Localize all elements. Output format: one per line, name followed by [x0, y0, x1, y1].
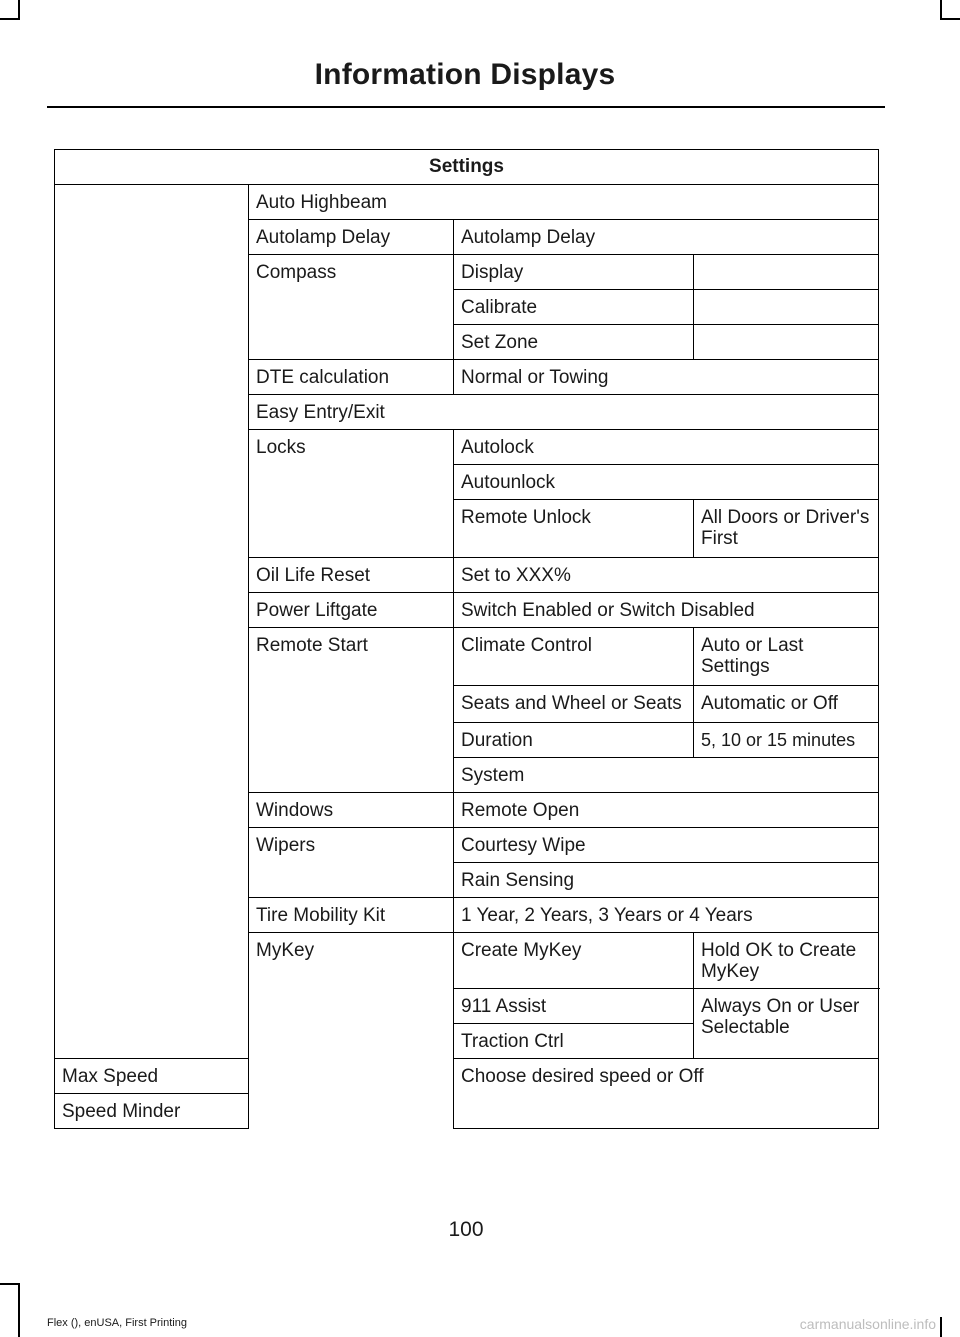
cell: Oil Life Reset: [249, 558, 454, 593]
cell: Compass: [249, 255, 454, 360]
category-cell-empty: [55, 185, 249, 1059]
cell: Remote Unlock: [454, 500, 694, 558]
cell: Locks: [249, 430, 454, 558]
table-row: [55, 185, 879, 220]
cell: Set Zone: [454, 325, 694, 360]
cell: Calibrate: [454, 290, 694, 325]
table-heading: Settings: [55, 150, 879, 185]
cell: Display: [454, 255, 694, 290]
cell: Seats and Wheel or Seats: [454, 686, 694, 723]
cell: Always On or User Selectable: [694, 989, 879, 1059]
cell: All Doors or Driver's First: [694, 500, 879, 558]
cell: Power Liftgate: [249, 593, 454, 628]
cell: Autolamp Delay: [454, 220, 879, 255]
cell: Traction Ctrl: [454, 1024, 694, 1059]
table-row: [55, 1059, 879, 1094]
cell: Max Speed: [55, 1059, 249, 1094]
cell: Switch Enabled or Switch Disabled: [454, 593, 879, 628]
cell: Rain Sensing: [454, 863, 879, 898]
crop-mark: [0, 1283, 20, 1285]
cell: Set to XXX%: [454, 558, 879, 593]
category-cell-mykey: MyKey: [249, 933, 454, 1129]
table-header-row: [55, 150, 879, 185]
cell: Duration: [454, 723, 694, 758]
page-number: 100: [448, 1218, 484, 1241]
cell: 5, 10 or 15 minutes: [694, 723, 879, 758]
page-title: Information Displays: [314, 58, 616, 91]
cell: DTE calculation: [249, 360, 454, 395]
cell: Autounlock: [454, 465, 879, 500]
cell: 1 Year, 2 Years, 3 Years or 4 Years: [454, 898, 879, 933]
cell: 911 Assist: [454, 989, 694, 1024]
crop-mark: [940, 0, 942, 20]
crop-mark: [940, 18, 960, 20]
cell-empty: [694, 290, 879, 325]
cell: Hold OK to Create MyKey: [694, 933, 879, 989]
cell: Autolamp Delay: [249, 220, 454, 255]
cell: Choose desired speed or Off: [454, 1059, 879, 1129]
crop-mark: [18, 0, 20, 20]
crop-mark: [0, 18, 20, 20]
cell: Speed Minder: [55, 1094, 249, 1129]
cell: Courtesy Wipe: [454, 828, 879, 863]
header-divider: [47, 106, 885, 108]
footer-note: Flex (), enUSA, First Printing: [47, 1317, 187, 1329]
cell: Automatic or Off: [694, 686, 879, 723]
cell: System: [454, 758, 879, 793]
cell: Remote Open: [454, 793, 879, 828]
cell-empty: [694, 325, 879, 360]
cell: Remote Start: [249, 628, 454, 793]
crop-mark: [18, 1283, 20, 1337]
cell: Wipers: [249, 828, 454, 898]
watermark: carmanualsonline.info: [799, 1316, 936, 1332]
cell: Easy Entry/Exit: [249, 395, 879, 430]
cell: Create MyKey: [454, 933, 694, 989]
cell: Auto or Last Settings: [694, 628, 879, 686]
cell: Auto Highbeam: [249, 185, 879, 220]
cell: Autolock: [454, 430, 879, 465]
cell: Tire Mobility Kit: [249, 898, 454, 933]
cell: Normal or Towing: [454, 360, 879, 395]
cell: Climate Control: [454, 628, 694, 686]
cell-empty: [694, 255, 879, 290]
crop-mark: [940, 1317, 942, 1337]
settings-table: [54, 149, 879, 1129]
cell: Windows: [249, 793, 454, 828]
